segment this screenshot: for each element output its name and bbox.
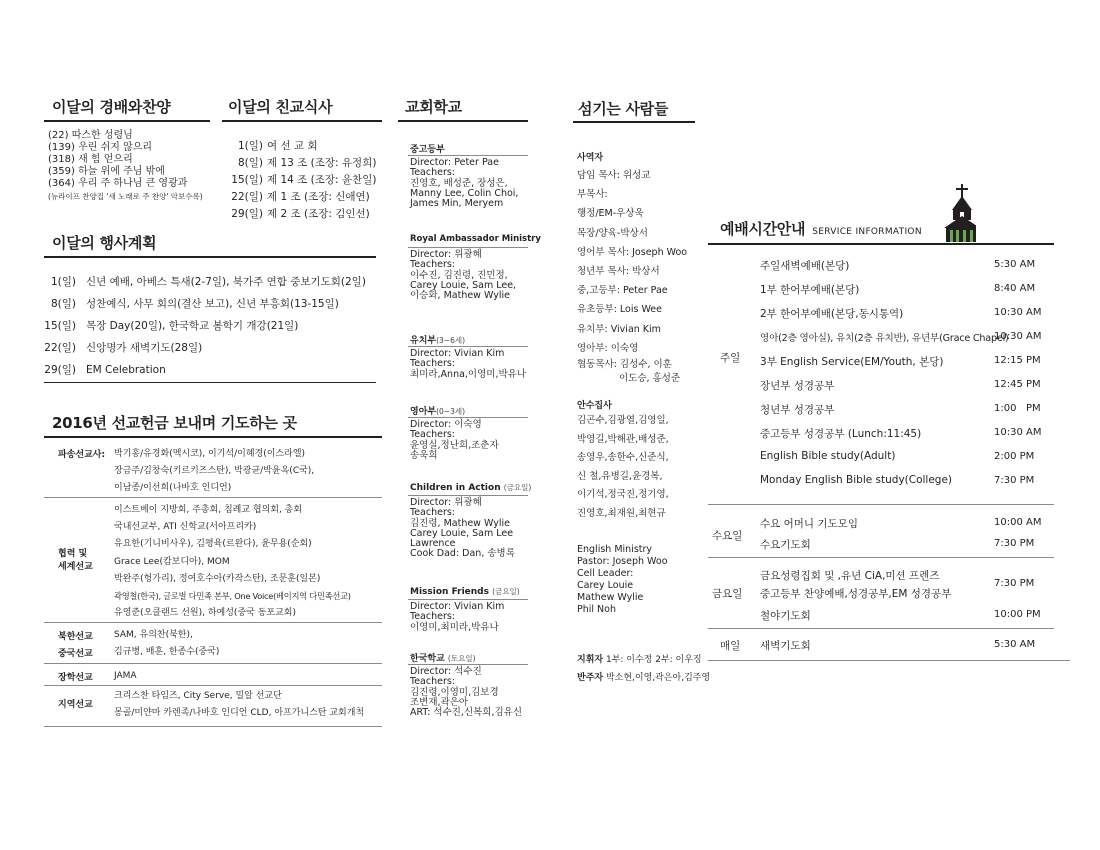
- service-time: 10:30 AM: [994, 331, 1042, 342]
- mission-line: 곽영철(한국), 글로벌 다민족 본부, One Voice(베이지역 다민족선교): [114, 591, 351, 602]
- missions-title: 2016년 선교헌금 보내며 기도하는 곳: [52, 414, 297, 432]
- fellowship-row: [226, 202, 376, 219]
- hymns-rule: [44, 120, 210, 122]
- hymn-item: (364) 우리 주 하나님 큰 영광과: [48, 178, 188, 189]
- service-item: 3부 English Service(EM/Youth, 본당): [760, 356, 944, 368]
- service-time: 2:00 PM: [994, 451, 1035, 462]
- school-rule: [398, 120, 528, 122]
- fellowship-date: 8(일): [237, 157, 263, 169]
- event-date: 1(일): [50, 276, 76, 288]
- service-day: 주일: [720, 352, 741, 364]
- school-title: 교회학교: [405, 98, 462, 116]
- ministers-list: [577, 166, 687, 386]
- school-section: [410, 586, 520, 597]
- event-text: 신년 예배, 아베스 특새(2-7일), 북가주 연합 중보기도회(2일): [86, 276, 366, 288]
- school-section-body: Director: 석수진 Teachers: 김진령,이영미,김보경 조변재,곽은아 ART: 석수진,신복희,김유신: [410, 666, 523, 719]
- service-divider: [708, 628, 1054, 629]
- minister-item: 이도승, 홍성준: [619, 373, 681, 385]
- service-time: 7:30 PM: [994, 475, 1035, 486]
- mission-divider: [44, 497, 382, 498]
- service-time: 5:30 AM: [994, 639, 1036, 650]
- school-divider: [408, 599, 528, 600]
- hymns-title: 이달의 경배와찬양: [52, 98, 171, 116]
- fellowship-row: [226, 185, 376, 202]
- mission-line: 몽골/미얀마 카렌족/나바호 인디언 CLD, 아프가니스탄 교회개척: [114, 708, 365, 718]
- english-ministry-line: Carey Louie: [577, 580, 634, 591]
- service-item: 영아(2층 영아실), 유치(2층 유치반), 유년부(Grace Chapel): [760, 333, 1009, 344]
- service-time: 7:30 PM: [994, 538, 1035, 549]
- mission-divider: [44, 685, 382, 686]
- mission-lines: [114, 668, 137, 684]
- deacon-item: 이기석,정국진,정기영,: [577, 489, 669, 501]
- school-section-head: 영아부(0~3세): [410, 407, 466, 417]
- fellowship-date: 15(일): [231, 174, 263, 186]
- event-date: 29(일): [44, 364, 76, 376]
- fellowship-group: 제 1 조 (조장: 신애연): [267, 191, 370, 203]
- fellowship-row: [226, 134, 376, 151]
- minister-item: 협동목사: 김성수, 이훈: [577, 359, 672, 371]
- minister-item: 부목사:: [577, 189, 608, 201]
- service-divider: [708, 557, 1054, 558]
- event-row: [42, 314, 366, 336]
- fellowship-date: 22(일): [231, 191, 263, 203]
- service-item: 중고등부 성경공부 (Lunch:11:45): [760, 428, 922, 440]
- events-title: 이달의 행사계획: [52, 234, 157, 252]
- mission-line: 박완주(헝가리), 정여호수아(카작스탄), 조문훈(일본): [114, 573, 321, 584]
- service-item: 새벽기도회: [760, 640, 811, 652]
- deacon-item: 김곤수,김광열,김영일,: [577, 415, 669, 426]
- servants-rule: [573, 121, 695, 123]
- service-time: 10:30 AM: [994, 427, 1042, 438]
- fellowship-group: 제 13 조 (조장: 유정희): [267, 157, 377, 169]
- service-item: 주일새벽예배(본당): [760, 260, 850, 272]
- service-divider: [708, 660, 1070, 661]
- school-section-head: Mission Friends (금요일): [410, 587, 520, 597]
- school-divider: [408, 247, 528, 248]
- school-section-head: Children in Action (금요일): [410, 483, 532, 493]
- mission-divider: [44, 663, 382, 664]
- mission-line: 박기홍/유경화(멕시코), 이기석/이혜경(이스라엘): [114, 449, 306, 459]
- school-section: [410, 482, 531, 493]
- mission-lines: [114, 502, 351, 622]
- mission-divider: [44, 622, 382, 623]
- deacon-item: 박영길,박해관,배성준,: [577, 433, 669, 445]
- english-ministry-line: Mathew Wylie: [577, 592, 644, 603]
- event-date: 8(일): [50, 298, 76, 310]
- minister-item: 담임 목사: 위성교: [577, 170, 651, 181]
- event-date: 22(일): [44, 342, 76, 354]
- service-subtitle: SERVICE INFORMATION: [812, 227, 922, 237]
- events-list: [42, 270, 366, 380]
- event-row: [42, 270, 366, 292]
- service-time: 1:00 PM: [994, 403, 1041, 414]
- school-section-body: Director: 위광혜 Teachers: 김진령, Mathew Wylie Carey Louie, Sam Lee Lawrence Cook Dad: Dan, 송병록: [410, 497, 515, 560]
- service-rule: [708, 243, 1054, 245]
- minister-item: 유초등부: Lois Wee: [577, 304, 663, 316]
- deacon-item: 진영호,최재원,최현규: [577, 507, 666, 519]
- mission-line: SAM, 유의찬(북한),: [114, 630, 193, 640]
- servants-title: 섬기는 사람들: [578, 100, 669, 118]
- event-text: 성찬예식, 사무 회의(결산 보고), 신년 부흥회(13-15일): [86, 298, 339, 310]
- mission-label: 장학선교: [58, 673, 93, 683]
- service-day: 금요일: [712, 588, 743, 600]
- mission-lines: [114, 446, 314, 497]
- mission-line: 유영준(오클랜드 선원), 하예성(중국 동포교회): [114, 608, 296, 619]
- minister-item: 유치부: Vivian Kim: [577, 323, 661, 335]
- school-section: [410, 404, 465, 417]
- school-section-head: 중고등부: [410, 145, 445, 155]
- minister-item: 청년부 목사: 박상서: [577, 266, 660, 278]
- fellowship-row: [226, 151, 376, 168]
- service-time: 8:40 AM: [994, 283, 1036, 294]
- mission-label: 파송선교사:: [58, 450, 106, 460]
- service-item: 수요 어머니 기도모임: [760, 518, 858, 530]
- service-item: 철야기도회: [760, 610, 811, 622]
- fellowship-date: 29(일): [231, 208, 263, 220]
- english-ministry-line: Phil Noh: [577, 604, 616, 615]
- english-ministry: [577, 544, 668, 616]
- school-section-body: Director: Vivian Kim Teachers: 최미라,Anna,이영미,박유나: [410, 348, 527, 380]
- mission-line: 이남종/이선희(나바호 인디언): [114, 483, 232, 493]
- mission-lines: [114, 688, 364, 722]
- mission-divider: [44, 726, 382, 727]
- mission-line: 김규병, 배훈, 한종수(중국): [114, 647, 220, 657]
- fellowship-row: [226, 168, 376, 185]
- service-title-block: [720, 218, 922, 239]
- minister-item: 중,고등부: Peter Pae: [577, 285, 668, 297]
- fellowship-title: 이달의 친교식사: [228, 98, 333, 116]
- mission-line: Grace Lee(캄보디아), MOM: [114, 556, 230, 567]
- hymn-item: (359) 하늘 위에 주님 밖에: [48, 166, 165, 177]
- school-section-head: 유치부(3~6세): [410, 336, 466, 346]
- accompanist: 반주자 박소현,이영,곽은아,김주영: [577, 673, 711, 683]
- service-time: 5:30 AM: [994, 259, 1036, 270]
- service-time: 12:15 PM: [994, 355, 1041, 366]
- mission-label: 협력 및 세계선교: [58, 549, 93, 572]
- mission-lines: [114, 627, 219, 661]
- fellowship-group: 제 2 조 (조장: 김인선): [267, 208, 370, 220]
- school-section-head: 한국학교 (토요일): [410, 654, 476, 664]
- fellowship-group: 여 선 교 회: [267, 140, 318, 152]
- service-time: 10:00 PM: [994, 609, 1041, 620]
- school-divider: [408, 155, 528, 156]
- service-item: 중고등부 찬양예배,성경공부,EM 성경공부: [760, 588, 952, 600]
- school-section: [410, 333, 465, 346]
- ministers-head: 사역자: [577, 153, 604, 163]
- event-text: EM Celebration: [86, 364, 166, 376]
- event-row: [42, 336, 366, 358]
- mission-line: 국내선교부, ATI 신학교(서아프리카): [114, 522, 257, 533]
- service-title: 예배시간안내: [720, 220, 806, 238]
- mission-label: 북한선교 중국선교: [58, 632, 93, 659]
- hymn-item: (318) 새 힘 얻으리: [48, 154, 133, 165]
- event-row: [42, 292, 366, 314]
- fellowship-rule: [222, 120, 382, 122]
- deacon-item: 신 철,유병길,윤경복,: [577, 470, 663, 482]
- event-text: 신앙명가 새벽기도(28일): [86, 342, 203, 354]
- hymns-list: [48, 130, 203, 204]
- mission-line: 유요한(기니비사우), 김평육(르완다), 윤무용(순회): [114, 539, 312, 550]
- deacon-item: 송영우,송한수,신준식,: [577, 452, 669, 464]
- school-section: [410, 651, 476, 664]
- school-divider: [408, 417, 528, 418]
- service-item: English Bible study(Adult): [760, 450, 896, 462]
- mission-line: 이스트베이 지방회, 주총회, 침례교 협의회, 총회: [114, 505, 303, 515]
- service-divider: [708, 504, 1054, 505]
- service-time: 7:30 PM: [994, 578, 1035, 589]
- school-section-body: Director: Vivian Kim Teachers: 이영미,최미라,박유나: [410, 601, 505, 633]
- service-item: 금요성령집회 및 ,유년 CiA,미션 프렌즈: [760, 570, 940, 582]
- school-divider: [408, 346, 528, 347]
- school-section-head: Royal Ambassador Ministry: [410, 234, 541, 244]
- missions-rule: [44, 436, 382, 438]
- deacons-head: 안수집사: [577, 401, 612, 411]
- event-row: [42, 358, 366, 380]
- school-divider: [408, 664, 528, 665]
- service-item: Monday English Bible study(College): [760, 474, 953, 486]
- events-bottom-rule: [44, 382, 376, 383]
- church-icon: [940, 184, 976, 242]
- school-section-body: Director: 위광혜 Teachers: 이수진, 김진령, 진민정, Carey Louie, Sam Lee, 이승화, Mathew Wylie: [410, 249, 517, 302]
- mission-line: 크리스찬 타임즈, City Serve, 밀알 선교단: [114, 691, 282, 701]
- service-time: 12:45 PM: [994, 379, 1041, 390]
- service-item: 수요기도회: [760, 539, 811, 551]
- event-text: 목장 Day(20일), 한국학교 봄학기 개강(21일): [86, 320, 299, 332]
- school-section: [410, 142, 445, 155]
- english-ministry-line: Pastor: Joseph Woo: [577, 556, 668, 567]
- service-item: 청년부 성경공부: [760, 404, 835, 416]
- minister-item: 영아부: 이숙영: [577, 342, 639, 354]
- school-section-body: Director: 이숙영 Teachers: 윤영실,정난희,조춘자 송욱희: [410, 419, 499, 461]
- event-date: 15(일): [44, 320, 76, 332]
- service-day: 매일: [720, 640, 741, 652]
- service-item: 2부 한어부예배(본당,동시통역): [760, 308, 904, 320]
- conductor: 지휘자 1부: 이수정 2부: 이우징: [577, 655, 702, 665]
- service-day: 수요일: [712, 530, 743, 542]
- hymn-note: (뉴라이프 찬양집 '새 노래로 주 찬양' 악보수록): [48, 192, 203, 201]
- service-item: 장년부 성경공부: [760, 380, 835, 392]
- events-rule: [44, 256, 376, 258]
- fellowship-list: [226, 134, 376, 219]
- school-section-body: Director: Peter Pae Teachers: 진영호, 배성준, 장성은, Manny Lee, Colin Choi, James Min, Meryem: [410, 157, 519, 210]
- service-time: 10:30 AM: [994, 307, 1042, 318]
- minister-item: 영어부 목사: Joseph Woo: [577, 246, 688, 258]
- mission-line: 장금주/김창숙(키르키즈스탄), 박광균/박윤옥(C국),: [114, 466, 315, 476]
- minister-item: 행정/EM-우상욱: [577, 208, 644, 220]
- deacons-list: [577, 412, 669, 524]
- service-item: 1부 한어부예배(본당): [760, 284, 860, 296]
- english-ministry-line: Cell Leader:: [577, 568, 634, 579]
- hymn-item: (139) 우린 쉬지 않으리: [48, 142, 153, 153]
- school-section: [410, 234, 541, 244]
- mission-line: JAMA: [114, 671, 137, 681]
- minister-item: 목장/양육-박상서: [577, 227, 648, 239]
- service-time: 10:00 AM: [994, 517, 1042, 528]
- fellowship-group: 제 14 조 (조장: 윤찬일): [267, 174, 377, 186]
- english-ministry-line: English Ministry: [577, 544, 653, 555]
- mission-label: 지역선교: [58, 700, 93, 710]
- hymn-item: (22) 따스한 성령님: [48, 130, 133, 141]
- fellowship-date: 1(일): [237, 140, 263, 152]
- school-divider: [408, 495, 528, 496]
